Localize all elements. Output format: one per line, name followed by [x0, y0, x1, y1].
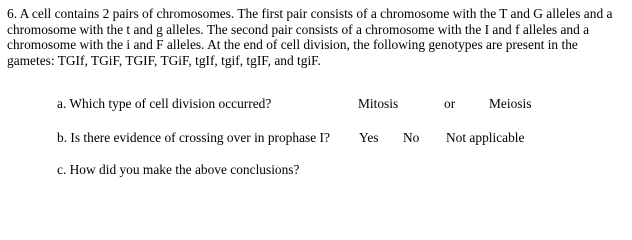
or-connector: or — [444, 96, 456, 111]
question-stem — [7, 6, 625, 68]
part-b-prompt: b. Is there evidence of crossing over in prophase I? — [57, 130, 330, 145]
meiosis-option[interactable]: Meiosis — [489, 96, 532, 111]
no-option[interactable]: No — [403, 130, 420, 145]
part-a-prompt: a. Which type of cell division occurred? — [57, 96, 272, 111]
part-c-prompt: c. How did you make the above conclusions? — [57, 162, 300, 177]
mitosis-option[interactable]: Mitosis — [358, 96, 399, 111]
question-number: 6. — [7, 6, 18, 21]
yes-option[interactable]: Yes — [359, 130, 379, 145]
not-applicable-option[interactable]: Not applicable — [446, 130, 525, 145]
question-text: A cell contains 2 pairs of chromosomes. The first pair consists of a chromosome with the T and G alleles and a chromosome with the t and g alleles. The second pair consists of a chromosome with the I and f alleles and a chromosome with the i and F alleles. At the end of cell division, the following genotypes are present in the gametes: TGIf, TGiF, TGIF, TGiF, tgIf, tgif, tgIF, and tgiF. — [7, 6, 613, 68]
